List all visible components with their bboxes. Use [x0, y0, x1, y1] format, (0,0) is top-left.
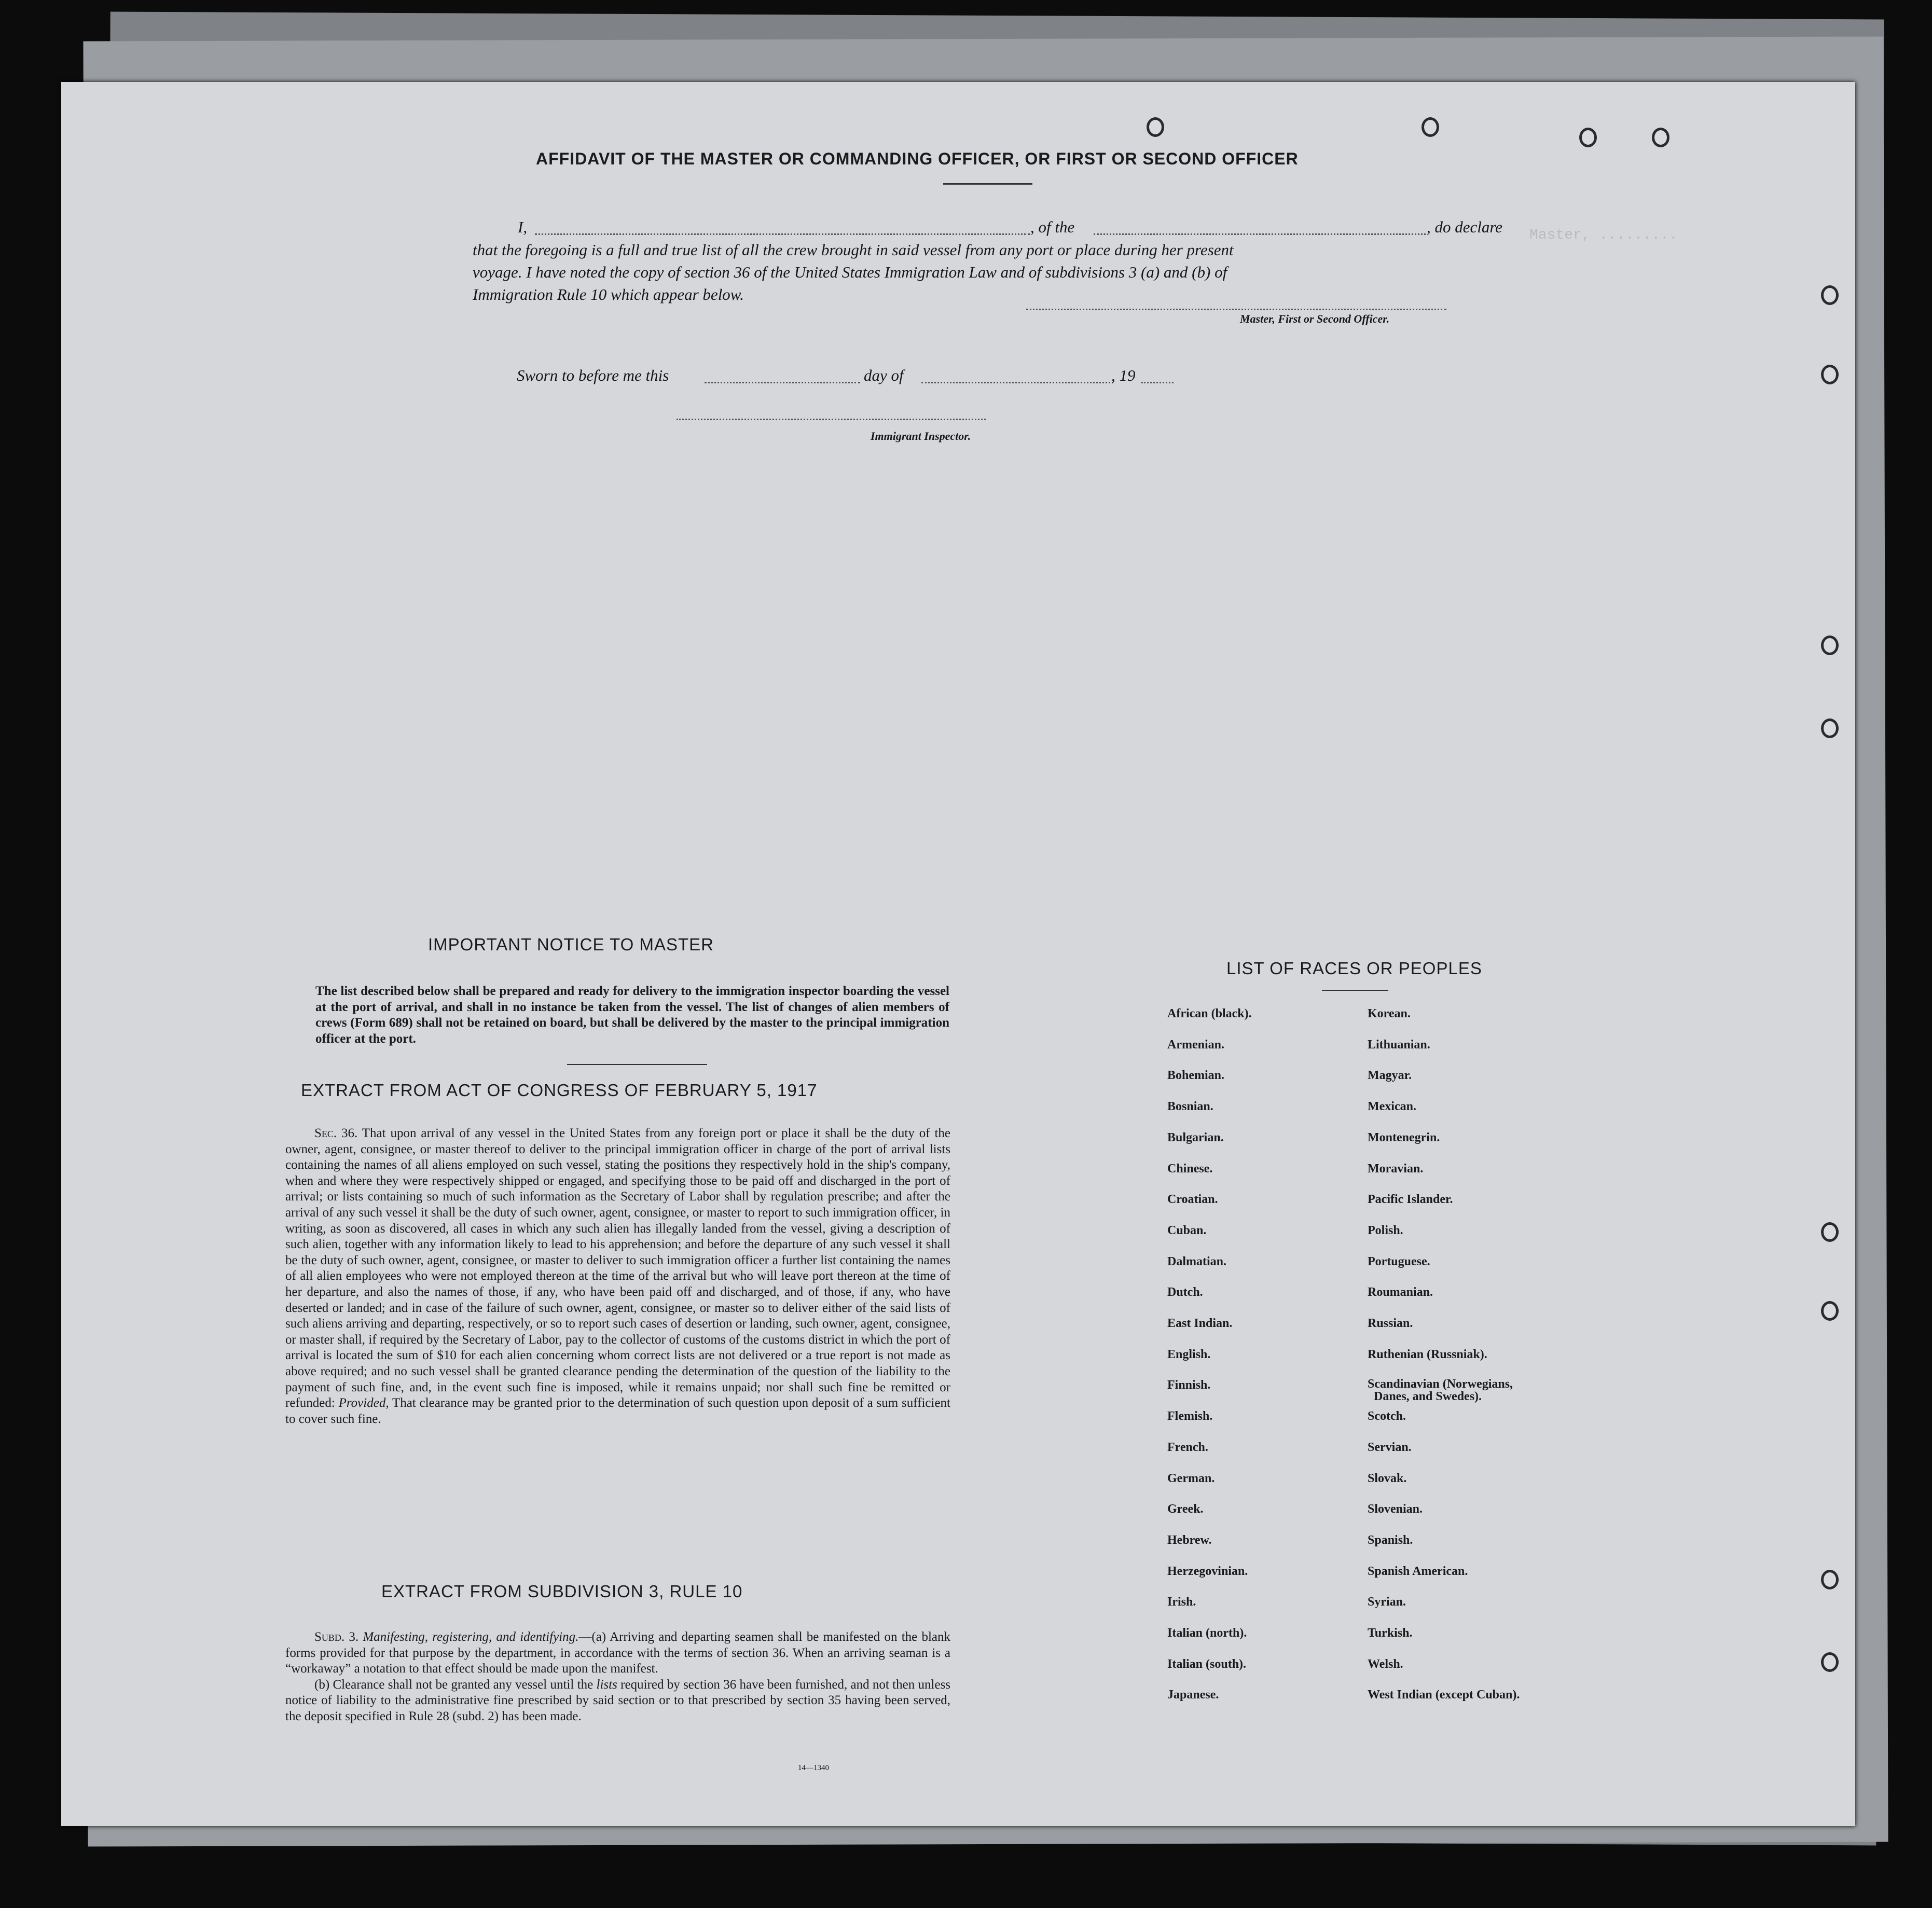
divider: [567, 1064, 707, 1065]
race-item: Slovak.: [1368, 1471, 1407, 1485]
race-item: Russian.: [1368, 1317, 1413, 1330]
section-label: Sec. 36.: [314, 1126, 358, 1140]
subd-label: Subd. 3.: [314, 1630, 359, 1644]
race-item: Finnish.: [1167, 1378, 1211, 1392]
affidavit-line-3: voyage. I have noted the copy of section 36 of the United States Immigration Law and of subdivisions 3 (a) and (b) of: [473, 263, 1227, 281]
race-item: Welsh.: [1368, 1657, 1403, 1671]
race-item: Bohemian.: [1167, 1069, 1225, 1083]
race-item: Bulgarian.: [1167, 1130, 1224, 1144]
race-item: Roumanian.: [1368, 1285, 1433, 1299]
race-item: Dutch.: [1167, 1285, 1203, 1299]
race-item: West Indian (except Cuban).: [1368, 1688, 1520, 1702]
race-item: Croatian.: [1167, 1193, 1218, 1207]
race-item: Portuguese.: [1368, 1254, 1430, 1268]
races-title: LIST OF RACES OR PEOPLES: [1226, 959, 1482, 978]
race-item: Hebrew.: [1167, 1533, 1212, 1547]
provided-word: Provided,: [338, 1396, 389, 1411]
punch-hole: [1652, 128, 1669, 147]
subd-a-text: —(a) Arriving and departing seamen shall be manifested on the blank forms provided for that purpose by the department, in accordance with the terms of section 36. When an arriving seaman is a “workaway” a notation to that effect should be made upon the manifest.: [285, 1630, 950, 1676]
punch-hole: [1821, 285, 1839, 305]
form-number: 14—1340: [798, 1764, 829, 1772]
race-item: Italian (south).: [1167, 1657, 1247, 1671]
race-item: Spanish American.: [1368, 1564, 1468, 1578]
divider: [1322, 990, 1388, 991]
punch-hole: [1821, 718, 1839, 738]
race-item: Korean.: [1368, 1007, 1411, 1020]
race-item: Scandinavian (Norwegians, Danes, and Swedes).: [1368, 1377, 1513, 1404]
sworn-label: Sworn to before me this: [517, 366, 669, 384]
race-item: Mexican.: [1368, 1100, 1416, 1114]
extract-act-body: [285, 1126, 950, 1427]
race-item: East Indian.: [1167, 1317, 1233, 1330]
race-item: Slovenian.: [1368, 1502, 1423, 1516]
divider: [943, 183, 1032, 185]
subd-heading: Manifesting, registering, and identifying.: [363, 1630, 579, 1644]
affidavit-i: I,: [518, 218, 528, 236]
notice-body: The list described below shall be prepared and ready for delivery to the immigration inspector boarding the vessel at the port of arrival, and shall in no instance be taken from the vessel. The list of changes of alien members of crews (Form 689) shall not be retained on board, but shall be delivered by the master to the principal immigration officer at the port.: [315, 984, 949, 1046]
affidavit-title: AFFIDAVIT OF THE MASTER OR COMMANDING OFFICER, OR FIRST OR SECOND OFFICER: [536, 149, 1299, 168]
race-item: Lithuanian.: [1368, 1038, 1430, 1052]
section-tail: That clearance may be granted prior to the determination of such question upon deposit of a sum sufficient to cover such fine.: [285, 1396, 950, 1426]
subd-b-text-2: required by section 36 have been furnished, and not then unless notice of liability to the administrative fine prescribed by said section or to that prescribed by section 35 having been served, the deposit specified in Rule 28 (subd. 2) has been made.: [285, 1677, 951, 1723]
section-text: That upon arrival of any vessel in the United States from any foreign port or place it shall be the duty of the owner, agent, consignee, or master thereof to deliver to the principal immigration officer in charge of the port of arrival lists containing the names of all aliens employed on such vessel, stating the positions they respectively hold in the ship's company, when and where they were respectively shipped or engaged, and specifying those to be paid off and discharged in the port of arrival; or lists containing so much of such information as the Secretary of Labor shall by regulation prescribe; and after the arrival of any such vessel it shall be the duty of such owner, agent, consignee, or master to report to such immigration officer, in writing, as soon as discovered, all cases in which any such alien has illegally landed from the vessel, giving a description of such alien, together with any information likely to lead to his apprehension; and before the departure of any such vessel it shall be the duty of such owner, agent, consignee, or master to deliver to such immigration officer a further list containing the names of all alien employees who were not employed thereon at the time of the arrival but who will leave port thereon at the time of her departure, and also the names of those, if any, who have been paid off and discharged, and of those, if any, who have deserted or landed; and in case of the failure of such owner, agent, consignee, or master so to deliver either of the said lists of such aliens arriving and departing, respectively, or so to report such cases of desertion or landing, such owner, agent, consignee, or master shall, if required by the Secretary of Labor, pay to the collector of customs of the customs district in which the port of arrival is located the sum of $10 for each alien concerning whom correct lists are not delivered or a true report is not made as above required; and no such vessel shall be granted clearance pending the determination of the question of the liability to the payment of such fine, and, in the event such fine is imposed, while it remains unpaid; nor shall such fine be remitted or refunded:: [285, 1126, 951, 1411]
race-item: French.: [1167, 1440, 1208, 1454]
race-item: Chinese.: [1167, 1162, 1213, 1176]
inspector-label: Immigrant Inspector.: [871, 430, 971, 443]
day-blank[interactable]: [705, 382, 860, 383]
document-page: [61, 82, 1855, 1826]
punch-hole: [1821, 365, 1839, 384]
name-blank[interactable]: [535, 233, 1030, 235]
month-blank[interactable]: [921, 382, 1113, 383]
extract-act-title: EXTRACT FROM ACT OF CONGRESS OF FEBRUARY 5, 1917: [301, 1081, 818, 1100]
race-item: Greek.: [1167, 1502, 1204, 1516]
inspector-signature-blank[interactable]: [677, 419, 986, 420]
race-item: Montenegrin.: [1368, 1130, 1440, 1144]
subd-b-text: (b) Clearance shall not be granted any vessel until the: [314, 1677, 594, 1692]
punch-hole: [1147, 117, 1164, 137]
race-item: Ruthenian (Russniak).: [1368, 1347, 1487, 1361]
race-item: Pacific Islander.: [1368, 1193, 1453, 1207]
race-item: Scotch.: [1368, 1409, 1406, 1423]
race-item: Armenian.: [1167, 1038, 1224, 1052]
race-item: Italian (north).: [1167, 1626, 1247, 1640]
race-item: Turkish.: [1368, 1626, 1413, 1640]
punch-hole: [1821, 1222, 1839, 1242]
race-item: Flemish.: [1167, 1409, 1213, 1423]
race-item: English.: [1167, 1347, 1211, 1361]
punch-hole: [1821, 1301, 1839, 1321]
race-item: Syrian.: [1368, 1595, 1406, 1609]
race-item: Servian.: [1368, 1440, 1412, 1454]
extract-rule-body: [285, 1629, 950, 1725]
year-blank[interactable]: [1141, 382, 1174, 383]
punch-hole: [1422, 117, 1439, 137]
race-item: Bosnian.: [1167, 1100, 1213, 1114]
race-item: Cuban.: [1167, 1223, 1207, 1237]
lists-word: lists: [596, 1677, 617, 1692]
notice-title: IMPORTANT NOTICE TO MASTER: [428, 935, 714, 954]
race-item: Japanese.: [1167, 1688, 1219, 1702]
affidavit-line-2: that the foregoing is a full and true list of all the crew brought in said vessel from any port or place during her present: [473, 241, 1234, 259]
year-label: , 19: [1111, 366, 1136, 384]
punch-hole: [1579, 128, 1597, 147]
of-the-label: , of the: [1030, 218, 1075, 236]
bleed-through-text: Master, .........: [1529, 227, 1678, 243]
punch-hole: [1821, 635, 1839, 655]
race-item: Moravian.: [1368, 1162, 1424, 1176]
race-item: German.: [1167, 1471, 1215, 1485]
punch-hole: [1821, 1570, 1839, 1589]
signature-blank[interactable]: [1026, 309, 1446, 310]
affidavit-line-4: Immigration Rule 10 which appear below.: [473, 285, 744, 303]
race-item: African (black).: [1167, 1007, 1252, 1020]
do-declare-label: , do declare: [1427, 218, 1503, 236]
race-item: Dalmatian.: [1167, 1254, 1226, 1268]
race-item: Spanish.: [1368, 1533, 1413, 1547]
punch-hole: [1821, 1652, 1839, 1672]
extract-rule-title: EXTRACT FROM SUBDIVISION 3, RULE 10: [381, 1582, 743, 1601]
race-item: Magyar.: [1368, 1069, 1412, 1083]
signer-label: Master, First or Second Officer.: [1240, 312, 1390, 325]
race-item: Herzegovinian.: [1167, 1564, 1248, 1578]
vessel-blank[interactable]: [1094, 233, 1426, 235]
race-item: Polish.: [1368, 1223, 1403, 1237]
race-item: Irish.: [1167, 1595, 1196, 1609]
day-of-label: day of: [864, 366, 904, 384]
